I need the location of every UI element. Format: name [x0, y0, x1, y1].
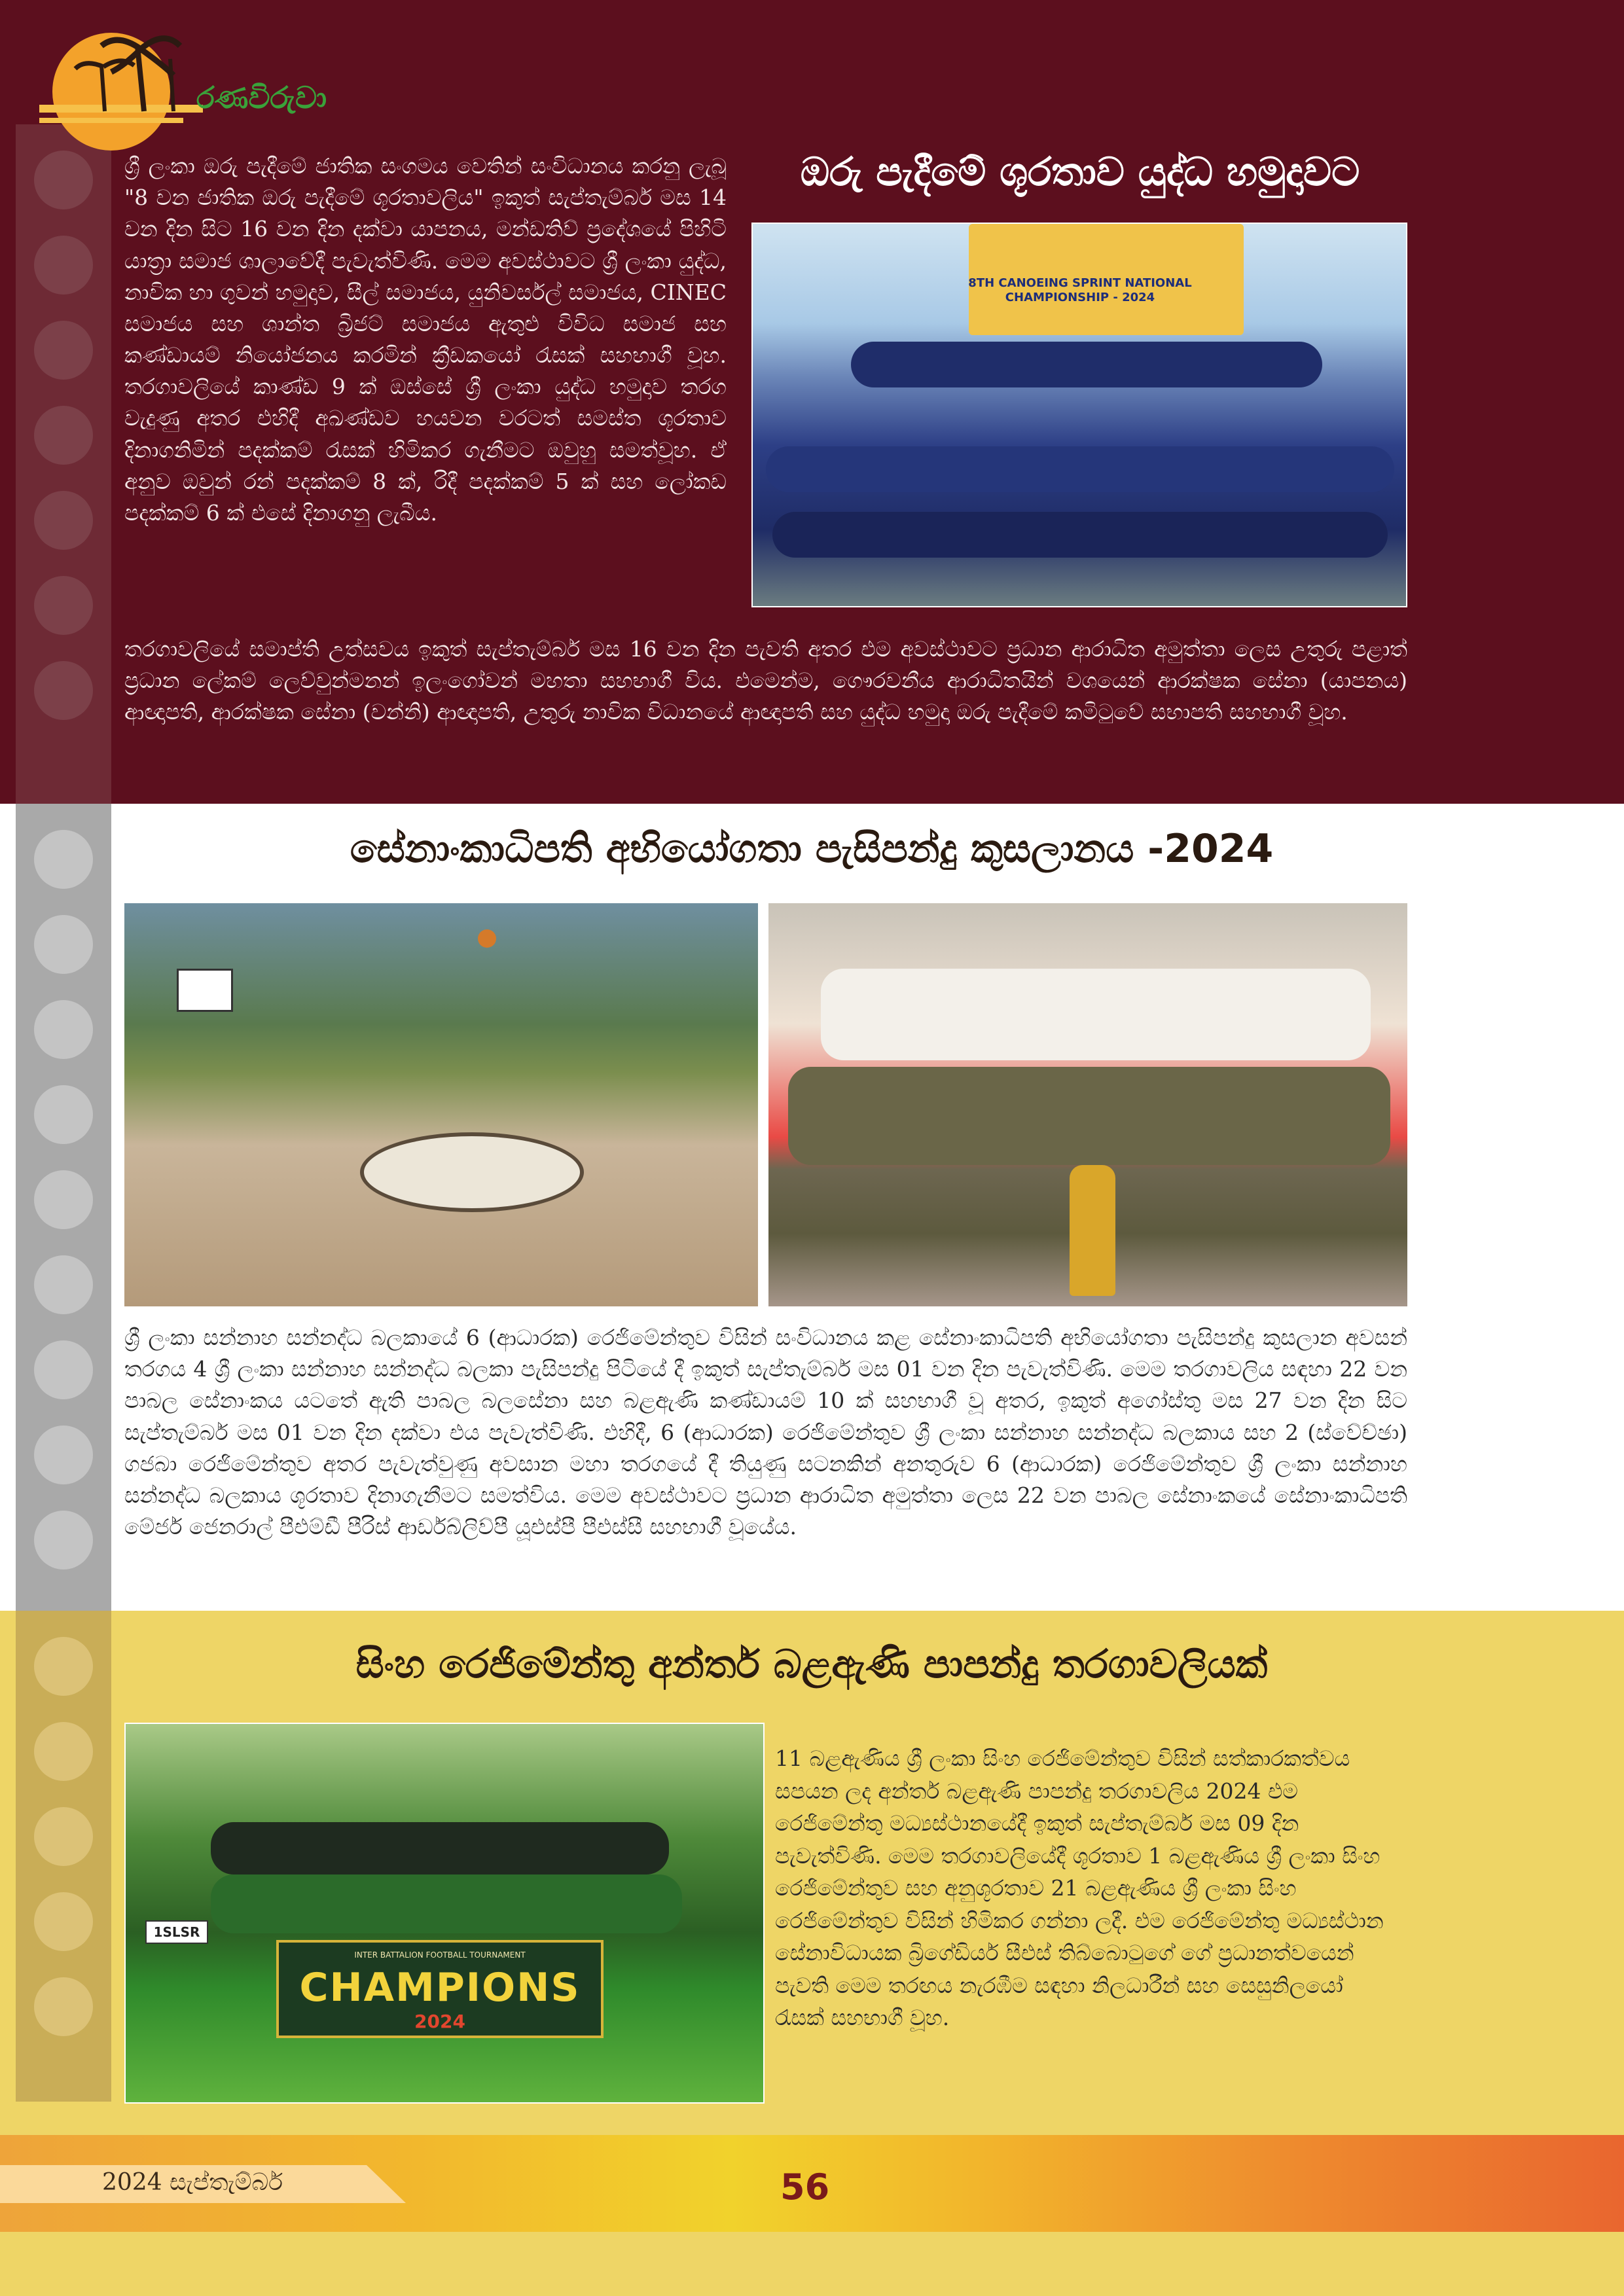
champions-banner — [276, 1940, 604, 2038]
court-center-circle — [360, 1132, 584, 1212]
champions-banner-subtitle: INTER BATTALION FOOTBALL TOURNAMENT — [354, 1950, 526, 1960]
photo-people-row — [772, 512, 1388, 558]
sport-icon — [34, 406, 93, 465]
sidebar-sports-strip-top — [16, 124, 111, 804]
page-number: 56 — [780, 2166, 830, 2208]
basketball-match-photo — [123, 902, 759, 1308]
sport-icon — [34, 1722, 93, 1781]
sport-icon — [34, 830, 93, 889]
sport-icon — [34, 1637, 93, 1696]
trophy — [1070, 1165, 1115, 1296]
basketball — [478, 929, 496, 948]
basketball-team-photo — [767, 902, 1409, 1308]
sport-icon — [34, 1170, 93, 1229]
photo-people-row — [851, 342, 1322, 387]
sport-icon — [34, 915, 93, 974]
photo-people-row — [211, 1822, 669, 1874]
sport-icon — [34, 1340, 93, 1399]
logo-text: රණවිරුවා — [196, 80, 327, 115]
basketball-hoop — [177, 969, 233, 1012]
sport-icon — [34, 1085, 93, 1144]
photo-people-row — [788, 1067, 1390, 1165]
sidebar-sports-strip-bottom — [16, 1611, 111, 2102]
football-team-photo — [124, 1723, 765, 2104]
sport-icon — [34, 1000, 93, 1059]
article2-paragraph: ශ්‍රී ලංකා සන්නාහ සන්නද්ධ බලකායේ 6 (ආධාරක) රෙජිමේන්තුව විසින් සංවිධානය කළ සේනාංකාධිපති අභියෝගතා පැසිපන්දු කුසලාන අවසන් තරගය 4 ශ්‍රී ලංකා සන්නාහ සන්නද්ධ බලකා පැසිපන්දු පිටියේ දී ඉකුත් සැප්තැම්බර් මස 01 වන දින පැවැත්විණි. මෙම තරගාවලිය සඳහා 22 වන පාබල සේනාංකය යටතේ ඇති පාබල බලසේනා සහ බළඇණි කණ්ඩායම් 10 ක් සහභාගී වූ අතර, ඉකුත් අගෝස්තු මස 27 වන දින සිට සැප්තැම්බර් මස 01 වන දින දක්වා එය පැවැත්විණි. එහිදී, 6 (ආධාරක) රෙජිමේන්තුව ශ්‍රී ලංකා සන්නාහ සන්නද්ධ බලකාය සහ 2 (ස්වේච්ඡා) ගජබා රෙජිමේන්තුව අතර පැවැත්වුණු අවසාන මහා තරගයේ දී තියුණු සටනකින් අනතුරුව 6 (ආධාරක) රෙජිමේන්තුව ශ්‍රී ලංකා සන්නාහ සන්නද්ධ බලකාය ශූරතාව දිනාගැනීමට සමත්විය. මෙම අවස්ථාවට ප්‍රධාන ආරාධිත අමුත්තා ලෙස 22 වන පාබල සේනාංකයේ සේනාංකාධිපති මේජර් ජෙනරාල් පීඑම්ඩී පීරිස් ආර්ඩබ්ලිව්පී යූඑස්පී පීඑස්සී සහභාගී වූයේය. — [124, 1325, 1407, 1540]
magazine-logo — [39, 20, 327, 151]
sport-icon — [34, 1511, 93, 1570]
article1-paragraph2: තරගාවලියේ සමාප්ති උත්සවය ඉකුත් සැප්තැම්බර් මස 16 වන දින පැවති අතර එම අවස්ථාවට ප්‍රධාන ආරාධිත අමුත්තා ලෙස උතුරු පළාත් ප්‍රධාන ලේකම් ලෙව්වුන්මනන් ඉලංගෝවන් මහතා සහභාගී විය. එමෙන්ම, ගෞරවනීය ආරාධිතයින් වශයෙන් ආරක්ෂක සේනා (යාපනය) ආඥාපති, ආරක්ෂක සේනා (වන්නි) ආඥාපති, උතුරු නාවික විධානයේ ආඥාපති සහ යුද්ධ හමුදා ඔරු පැදීමේ කමිටුවේ සභාපති සහභාගී වූහ. — [124, 636, 1408, 725]
sport-icon — [34, 576, 93, 635]
sport-icon — [34, 236, 93, 295]
article3-headline: සිංහ රෙජිමේන්තු අන්තර් බළඇණි පාපන්දු තරගාවලියක් — [355, 1641, 1268, 1687]
footer-date: 2024 සැප්තැම්බර් — [102, 2169, 283, 2196]
sidebar-sports-strip-middle — [16, 804, 111, 1611]
sport-icon — [34, 491, 93, 550]
sport-icon — [34, 1977, 93, 2036]
sport-icon — [34, 1807, 93, 1866]
sport-icon — [34, 321, 93, 380]
sport-icon — [34, 151, 93, 209]
photo-banner-text: 8TH CANOEING SPRINT NATIONAL CHAMPIONSHIP - 2024 — [968, 276, 1192, 304]
photo-people-row — [211, 1874, 682, 1933]
sport-icon — [34, 1892, 93, 1951]
article1-paragraph1: ශ්‍රී ලංකා ඔරු පැදීමේ ජාතික සංගමය වෙතින් සංවිධානය කරනු ලැබූ "8 වන ජාතික ඔරු පැදීමේ ශූරතාවලිය" ඉකුත් සැප්තැම්බර් මස 14 වන දින සිට 16 වන දින දක්වා යාපනය, මන්ඩතිව් ප්‍රදේශයේ පිහිටි යාත්‍රා සමාජ ශාලාවේදී පැවැත්විණි. මෙම අවස්ථාවට ශ්‍රී ලංකා යුද්ධ, නාවික හා ගුවන් හමුදාව, සීල් සමාජය, යුනිවර්සල් සමාජය, CINEC සමාජය සහ ශාන්ත බ්‍රිජට් සමාජය ඇතුළු විවිධ සමාජ සහ කණ්ඩායම් නියෝජනය කරමින් ක්‍රීඩකයෝ රැසක් සහභාගී වූහ. තරගාවලියේ කාණ්ඩ 9 ක් ඔස්සේ ශ්‍රී ලංකා යුද්ධ හමුදාව තරග වැදුණු අතර එහිදී අඛණ්ඩව හයවන වරටත් සමස්ත ශූරතාව දිනාගනිමින් පදක්කම් රැසක් හිමිකර ගැනීමට ඔවුහු සමත්වූහ. ඒ අනුව ඔවුන් රන් පදක්කම් 8 ක්, රිදී පදක්කම් 5 ක් සහ ලෝකඩ පදක්කම් 6 ක් එසේ දිනාගනු ලැබීය. — [124, 153, 727, 526]
champions-banner-year: 2024 — [414, 2011, 465, 2032]
sport-icon — [34, 1255, 93, 1314]
article1-headline: ඔරු පැදීමේ ශූරතාව යුද්ධ හමුදාවට — [800, 149, 1360, 195]
article2-headline: සේනාංකාධිපති අභියෝගතා පැසිපන්දු කුසලානය -2024 — [350, 826, 1274, 872]
champions-banner-title: CHAMPIONS — [299, 1965, 581, 2011]
photo-people-row — [821, 969, 1371, 1060]
sport-icon — [34, 1426, 93, 1484]
team-sign: 1SLSR — [145, 1920, 208, 1944]
canoeing-team-photo — [751, 223, 1407, 607]
photo-people-row — [766, 446, 1394, 492]
footer-bottom-strip — [0, 2232, 1624, 2296]
sport-icon — [34, 661, 93, 720]
article3-paragraph: 11 බළඇණිය ශ්‍රී ලංකා සිංහ රෙජිමේන්තුව විසින් සත්කාරකත්වය සපයන ලද අන්තර් බළඇණි පාපන්දු තරගාවලිය 2024 එම රෙජිමේන්තු මධ්‍යස්ථානයේදී ඉකුත් සැප්තැම්බර් මස 09 දින පැවැත්විණි. මෙම තරගාවලියේදී ශූරතාව 1 බළඇණිය ශ්‍රී ලංකා සිංහ රෙජිමේන්තුව සහ අනුශූරතාව 21 බළඇණිය ශ්‍රී ලංකා සිංහ රෙජිමේන්තුව විසින් හිමිකර ගන්නා ලදී. එම රෙජිමේන්තු මධ්‍යස්ථාන සේනාවිධායක බ්‍රිගේඩියර් සීඑස් තිබ්බොටුගේ ගේ ප්‍රධානත්වයෙන් පැවති මෙම තරඟය නැරඹීම සඳහා නිලධාරීන් සහ සෙසුනිලයෝ රැසක් සහභාගී වූහ. — [775, 1746, 1384, 2030]
